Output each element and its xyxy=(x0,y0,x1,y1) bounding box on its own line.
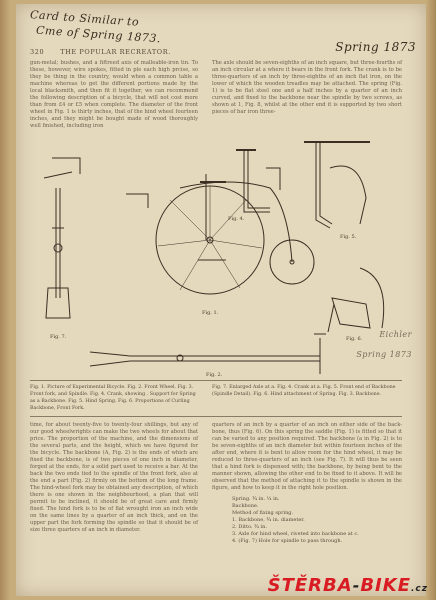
site-watermark xyxy=(268,575,428,596)
parts-list-item: 4. (Fig. 7) Hole for spindle to pass through. xyxy=(232,538,343,544)
watermark-part1: ŠTĚRBA xyxy=(267,575,353,596)
figure-captions-right: Fig. 7. Enlarged Axle at a. Fig. 4. Crank at a. Fig. 5. Front end of Backbone (Spindle Detail). Fig. 6. Hind attachment of Spring. Fig. 3. Backbone. xyxy=(212,385,396,397)
caption-top-rule xyxy=(30,380,402,381)
fig5-label: Fig. 5. xyxy=(340,234,357,240)
parts-list xyxy=(232,496,392,545)
handwritten-season-note: Spring 1873 xyxy=(335,40,416,54)
handwritten-note-line2: Cme of Spring 1873. xyxy=(35,23,162,46)
bicycle-diagram xyxy=(30,128,402,378)
fig2-backbone-drawing xyxy=(90,334,326,374)
running-head xyxy=(30,48,280,56)
body-text-right-top: The axle should be seven-eighths of an inch square, but three-fourths of an inch circular at a where it bears in the front fork. The crank is to be three-quarters of an inch by three-eighths of an inch flat iron, on the lower of which the wooden treadles may be attached. The spring (Fig. 1) is to be flat steel one and a half inches by a quarter of an inch curved, and fixed to the backbone near the spindle by two screws, as shown at 1, Fig. 8, whilst at the other end it is supported by two short pieces of bar iron three- xyxy=(212,60,402,115)
fig1-bicycle-drawing xyxy=(126,174,314,294)
fig6-hook-drawing xyxy=(328,268,384,332)
body-text-left-top: gun-metal; bushes, and a fiftreed axis of malleable-iron tin. To these, however, wire spokes, fitted in ple each high prcise, so they be thing in the country, would when a common table a machine whereas to get the different portions made by the local blacksmith, and then fit it together, we can recommend the following description of a bicycle, that will not cost more than from £4 or £5 when complete. The diameter of the front wheel in Fig. 1 is thirty inches, that of the hind wheel fourteen inches, and they might be bought made of wood thoroughly well finished, including iron xyxy=(30,60,198,129)
parts-list-item: Method of fixing spring. xyxy=(232,510,294,516)
page-number: 320 xyxy=(30,48,45,56)
fig7-label: Fig. 7. xyxy=(50,334,67,340)
parts-list-item: 1. Backbone, ¾ in. diameter. xyxy=(232,517,305,523)
pencil-note-line1: Eichler xyxy=(379,330,412,339)
body-text-left-bottom: time, for about twenty-five to twenty-four shillings, but any of our good wheelwrights can make the two wheels for about that price. The proportion of the machine, and the dimensions of the several parts, and the height, which we have figured for the bicycle. The backbone (A, Fig. 2) is the ends of which are fixed the backbone, is of two pieces of one inch in diameter, forged at the ends, for a solid part used to receive a bar. At the back the two ends tied to the spindle of the front fork, also at the end a part (Fig. 2) firmly on the bottom of the long frame. The hind-wheel fork may be obtained any description, of which there is one shown in the neighbourhood, a plan that will permit to be inclined, it should be of great care and firmly fixed. The hind fork is to be of flat wrought iron an inch wide on the same lines by a quarter of an inch thick, and on the upper part the fork forming the spindle so that it should be of size three quarters of an inch in diameter. xyxy=(30,422,198,533)
parts-list-item: Spring. ¾ in. ¼ in. xyxy=(232,496,280,502)
fig2-label: Fig. 2. xyxy=(206,372,223,378)
watermark-part2: - xyxy=(352,576,361,595)
handwritten-note-line1: Card to Similar to xyxy=(29,8,140,29)
fig6-label: Fig. 6. xyxy=(346,336,363,342)
caption-bottom-rule xyxy=(30,416,402,417)
parts-list-item: 2. Ditto. ¾ in. xyxy=(232,524,267,530)
magazine-title: THE POPULAR RECREATOR. xyxy=(60,48,171,56)
fig4-label: Fig. 4. xyxy=(228,216,245,222)
fig4-crank-drawing xyxy=(236,150,280,212)
watermark-part4: .cz xyxy=(411,584,428,594)
parts-list-item: 3. Axle for hind wheel, riveted into backbone at c. xyxy=(232,531,359,537)
parts-list-item: Backbone. xyxy=(232,503,259,509)
body-text-right-bottom: quarters of an inch by a quarter of an inch on either side of the back-bone, thus (Fig. 6). On this spring the saddle (Fig. 1) is fitted so that it can be varied to any position required. The backbone (a in Fig. 2) is to be seven-eighths of an inch diameter but within fourteen inches of the after end, where it is bent to allow room for the hind wheel, it may be reduced to three-quarters of an inch (see Fig. 7). It will thus be seen that a hind fork is dispensed with; the backbone, by being bent to the manner shown, allowing the other end to be fixed to it above. It will be observed that the method of attaching it to the spindle is shown in the figure, and how to keep it in the right hole position. xyxy=(212,422,402,491)
fig5-frame-drawing xyxy=(304,142,370,228)
fig1-label: Fig. 1. xyxy=(202,310,219,316)
pencil-note-line2: Spring 1873 xyxy=(356,350,412,359)
figure-captions-left: Fig. 1. Picture of Experimental Bicycle. Fig. 2. Front Wheel. Fig. 3. Front fork, and Spindle. Fig. 4. Crank, showing . Support for Spring as a Backbone. Fig. 5. Hind Spring. Fig. 6. Proportions of Curling Backbone, Front Fork. xyxy=(30,385,196,411)
fig7-backbone-drawing xyxy=(44,158,80,318)
watermark-part3: BIKE xyxy=(360,575,411,596)
